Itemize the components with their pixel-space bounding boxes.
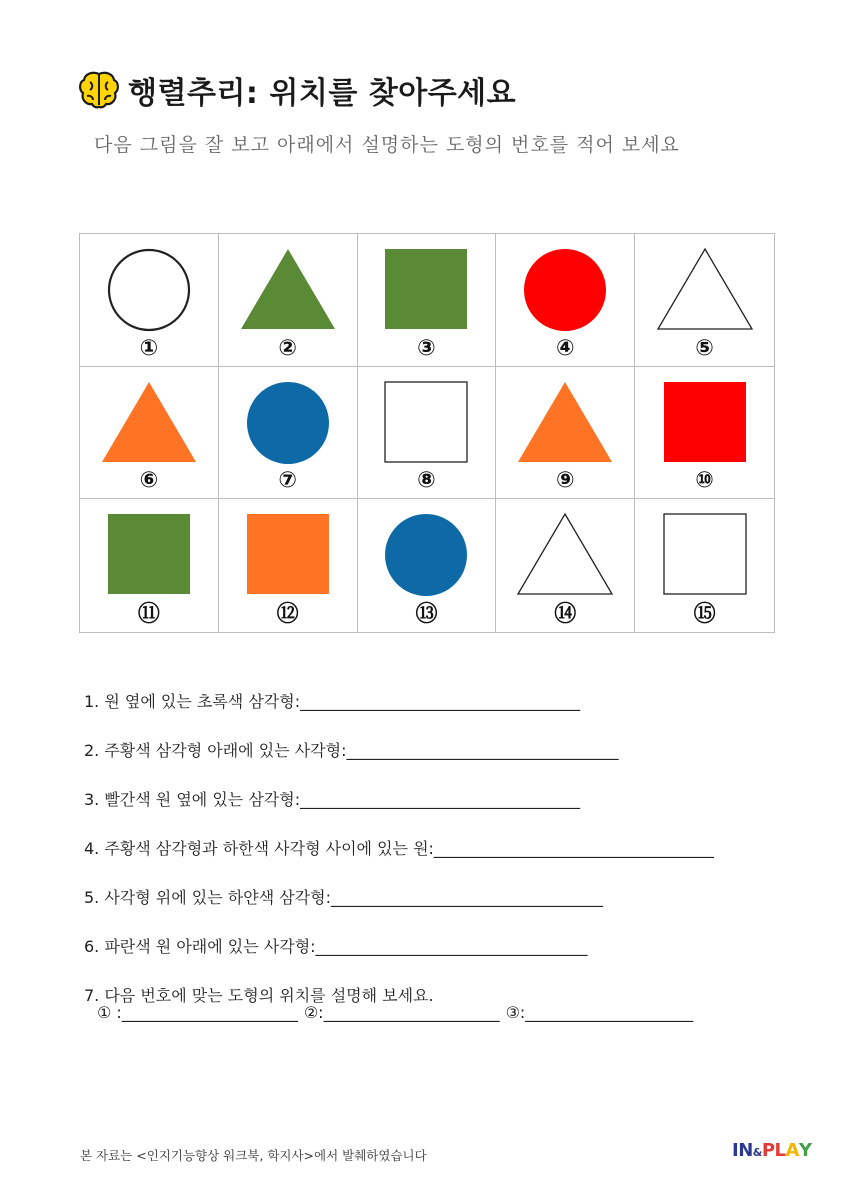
- shape-number: ⑭: [554, 602, 577, 627]
- blue-circle: [376, 511, 476, 601]
- brain-icon: [78, 70, 120, 110]
- inplay-logo: IN & PL A Y: [732, 1140, 812, 1161]
- white-triangle: [515, 511, 615, 601]
- red-circle: [515, 246, 615, 336]
- grid-cell: [80, 234, 219, 367]
- question-4[interactable]: 4. 주황색 삼각형과 하한색 사각형 사이에 있는 원:___________________________________: [84, 839, 714, 858]
- orange-triangle: [99, 379, 199, 469]
- grid-cell: [358, 234, 497, 367]
- red-square: [655, 379, 755, 469]
- shape-number: ⑦: [278, 468, 298, 494]
- question-1[interactable]: 1. 원 옆에 있는 초록색 삼각형:___________________________________: [84, 692, 581, 711]
- shape-number: ⑥: [139, 468, 159, 494]
- grid-cell: [358, 499, 497, 632]
- grid-cell: [496, 234, 635, 367]
- orange-triangle: [515, 379, 615, 469]
- grid-cell: [219, 367, 358, 500]
- answer-blank-2[interactable]: ②:______________________: [303, 1003, 500, 1022]
- shape-number: ④: [555, 335, 575, 361]
- instructions: 다음 그림을 잘 보고 아래에서 설명하는 도형의 번호를 적어 보세요: [94, 134, 680, 156]
- question-2[interactable]: 2. 주황색 삼각형 아래에 있는 사각형:__________________________________: [84, 741, 619, 760]
- shape-number: ⑮: [693, 602, 716, 627]
- question-list: [84, 690, 784, 1033]
- question-7: 7. 다음 번호에 맞는 도형의 위치를 설명해 보세요.: [84, 986, 434, 1005]
- orange-square: [238, 511, 338, 601]
- shape-number: ⑫: [276, 602, 299, 627]
- source-note: 본 자료는 <인지기능향상 워크북, 학지사>에서 발췌하였습니다: [80, 1148, 427, 1163]
- grid-cell: [496, 367, 635, 500]
- question-5[interactable]: 5. 사각형 위에 있는 하얀색 삼각형:__________________________________: [84, 888, 604, 907]
- answer-blank-1[interactable]: ① :______________________: [97, 1003, 298, 1022]
- shape-number: ⑨: [555, 468, 575, 494]
- title-row: [78, 68, 516, 112]
- shape-number: ⑪: [137, 602, 160, 627]
- shape-number: ⑩: [695, 468, 714, 494]
- question-7-answers: [97, 1003, 699, 1022]
- grid-cell: [80, 499, 219, 632]
- answer-blank-3[interactable]: ③:_____________________: [505, 1003, 694, 1022]
- grid-cell: [635, 234, 774, 367]
- grid-cell: [635, 499, 774, 632]
- white-triangle: [655, 246, 755, 336]
- shape-number: ①: [139, 335, 159, 361]
- page-title: 행렬추리: 위치를 찾아주세요: [128, 76, 517, 111]
- green-square: [99, 511, 199, 601]
- shape-number: ⑧: [417, 468, 436, 494]
- shape-number: ⑬: [415, 602, 438, 627]
- green-square: [376, 246, 476, 336]
- blue-circle: [238, 379, 338, 469]
- shape-grid: [79, 233, 775, 633]
- shape-number: ⑤: [695, 335, 714, 361]
- grid-cell: [219, 499, 358, 632]
- question-6[interactable]: 6. 파란색 원 아래에 있는 사각형:__________________________________: [84, 937, 588, 956]
- shape-number: ③: [417, 335, 436, 361]
- grid-cell: [496, 499, 635, 632]
- shape-number: ②: [278, 335, 298, 361]
- question-3[interactable]: 3. 빨간색 원 옆에 있는 삼각형:___________________________________: [84, 790, 581, 809]
- white-square: [376, 379, 476, 469]
- white-circle: [99, 246, 199, 336]
- grid-cell: [358, 367, 497, 500]
- green-triangle: [238, 246, 338, 336]
- white-square: [655, 511, 755, 601]
- grid-cell: [80, 367, 219, 500]
- grid-cell: [219, 234, 358, 367]
- grid-cell: [635, 367, 774, 500]
